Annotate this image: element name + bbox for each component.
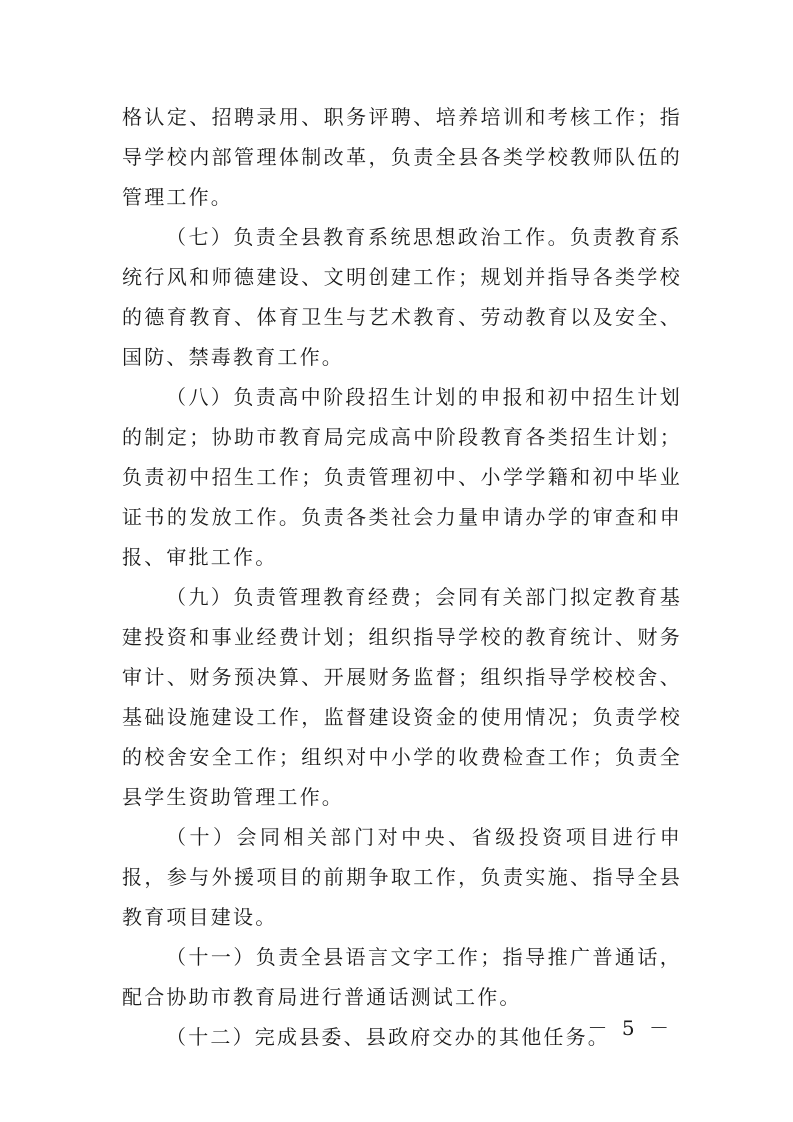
paragraph-continuation: 格认定、招聘录用、职务评聘、培养培训和考核工作；指导学校内部管理体制改革，负责全县各类学校教师队伍的管理工作。 <box>122 105 682 209</box>
paragraph-item-12: （十二）完成县委、县政府交办的其他任务。 <box>166 1025 610 1049</box>
paragraph-item-10: （十）会同相关部门对中央、省级投资项目进行申报，参与外援项目的前期争取工作，负责实施、指导全县教育项目建设。 <box>122 825 682 929</box>
paragraph-item-7: （七）负责全县教育系统思想政治工作。负责教育系统行风和师德建设、文明创建工作；规划并指导各类学校的德育教育、体育卫生与艺术教育、劳动教育以及安全、国防、禁毒教育工作。 <box>122 225 682 369</box>
document-body <box>122 97 682 1057</box>
paragraph-item-9: （九）负责管理教育经费；会同有关部门拟定教育基建投资和事业经费计划；组织指导学校的教育统计、财务审计、财务预决算、开展财务监督；组织指导学校校舍、基础设施建设工作，监督建设资金的使用情况；负责学校的校舍安全工作；组织对中小学的收费检查工作；负责全县学生资助管理工作。 <box>122 585 682 809</box>
paragraph-item-11: （十一）负责全县语言文字工作；指导推广普通话，配合协助市教育局进行普通话测试工作。 <box>122 945 682 1009</box>
paragraph-item-8: （八）负责高中阶段招生计划的申报和初中招生计划的制定；协助市教育局完成高中阶段教育各类招生计划；负责初中招生工作；负责管理初中、小学学籍和初中毕业证书的发放工作。负责各类社会力量申请办学的审查和申报、审批工作。 <box>122 385 682 569</box>
page-number: － 5 － <box>587 1016 673 1040</box>
